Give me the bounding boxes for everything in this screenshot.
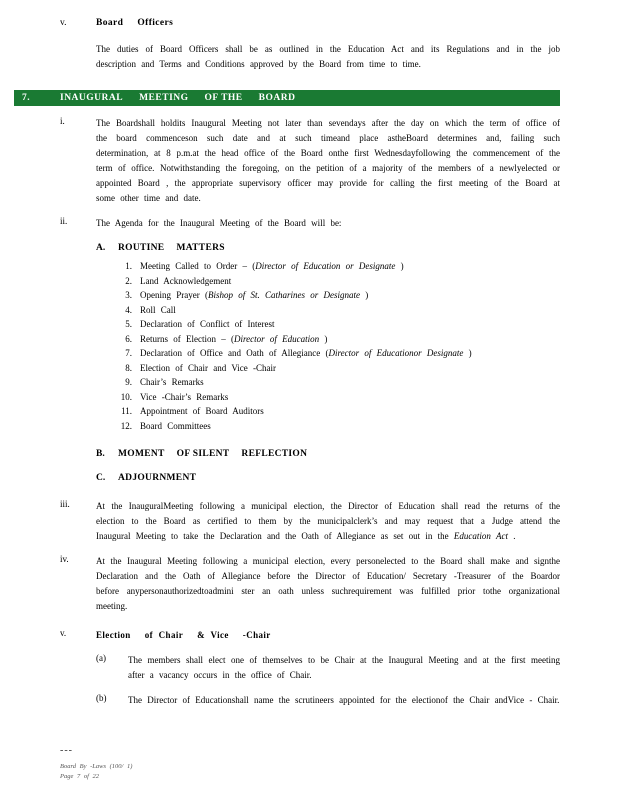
list-item: [118, 404, 560, 419]
item-text: The members shall elect one of themselves to be Chair at the Inaugural Meeting and at the first meeting after a vacancy occurs in the office of Chair.: [128, 655, 560, 680]
section-title-word-3: OF THE: [204, 93, 243, 103]
routine-title-word-1: ROUTINE: [118, 243, 165, 253]
subsection-moment-of-silent-reflection: [96, 449, 560, 459]
subsection-routine-matters: [96, 243, 560, 253]
item-text: The Director of Educationshall name the scrutineers appointed for the electionof the Chair andVice - Chair.: [128, 695, 560, 705]
item-number: 3.: [125, 290, 132, 300]
election-item-a: [96, 653, 560, 683]
list-text: [96, 499, 560, 544]
item-text-italic: Director of Education: [233, 333, 320, 344]
election-heading-word-3: & Vice: [197, 630, 229, 640]
list-item-roman-iii: [60, 499, 560, 544]
item-text-main: Land Acknowledgement: [140, 275, 232, 286]
item-text: [140, 259, 404, 274]
page-footer: [60, 746, 560, 782]
list-item: [118, 274, 560, 289]
routine-matters-list: [118, 259, 560, 433]
item-marker: (b): [96, 693, 107, 703]
list-marker: iv.: [60, 554, 69, 564]
item-marker: (a): [96, 653, 106, 663]
item-text-after: ): [463, 348, 472, 358]
item-number: 9.: [125, 377, 132, 387]
election-marker: v.: [60, 628, 67, 638]
list-item: [118, 288, 560, 303]
section-title-word-2: MEETING: [139, 93, 189, 103]
item-text: [140, 332, 327, 347]
officers-marker: v.: [60, 18, 67, 28]
list-marker: i.: [60, 116, 65, 126]
item-text-main: Returns of Election – (: [140, 333, 234, 344]
footer-document-title: Board By -Laws (100/ 1): [60, 763, 133, 770]
list-marker: ii.: [60, 216, 68, 226]
subsection-title: [118, 473, 208, 483]
subsection-marker: B.: [96, 449, 105, 459]
item-number: 10.: [120, 391, 132, 402]
officers-heading-word-2: Officers: [137, 18, 174, 28]
list-item: [118, 390, 560, 405]
officers-heading-row: [60, 18, 560, 28]
item-number: 2.: [125, 275, 132, 286]
subsection-marker: C.: [96, 473, 106, 483]
list-text-main: At the InauguralMeeting following a municipal election, the Director of Education shall read the returns of the election to the Board as certified to them by the municipalclerk’s and may request that a Judge attend the Inaugural Meeting to take the Declaration and the Oath of Allegiance as set out in the: [96, 501, 560, 541]
election-heading-word-4: -Chair: [242, 630, 271, 640]
page-content: [22, 18, 560, 708]
election-heading: [96, 628, 560, 643]
item-text: [140, 390, 228, 405]
officers-heading-word-1: Board: [96, 18, 124, 28]
item-text-after: ): [319, 333, 328, 344]
item-text-main: Declaration of Conflict of Interest: [140, 319, 275, 329]
subsection-adjournment: [96, 473, 560, 483]
item-text-after: ): [359, 290, 369, 300]
routine-title-word-2: MATTERS: [176, 243, 225, 253]
list-item: [118, 419, 560, 434]
list-item: [118, 317, 560, 332]
officers-paragraph: The duties of Board Officers shall be as outlined in the Education Act and its Regulations and in the job description and Terms and Conditions approved by the Board from time to time.: [96, 44, 560, 69]
list-text-main: At the Inaugural Meeting following a municipal election, every personelected to the Board shall make and signthe Declaration and the Oath of Allegiance before the Director of Education/ Secretary -Treasurer of the Boardor before anypersonauthorizedtoadmini ster an oath unless suchrequirement was fulfilled prior tothe organizational meeting.: [96, 556, 560, 611]
footer-separator: ---: [60, 745, 73, 756]
list-marker: iii.: [60, 499, 70, 509]
list-item: [118, 303, 560, 318]
election-heading-row: [60, 628, 560, 643]
item-text-main: Vice -Chair’s Remarks: [140, 391, 229, 402]
item-text: [140, 419, 211, 434]
silent-title-word-3: REFLECTION: [241, 449, 308, 459]
item-text: [140, 303, 176, 318]
list-item: [118, 375, 560, 390]
section-number: 7.: [22, 93, 31, 103]
item-number: 8.: [125, 362, 132, 373]
item-number: 7.: [125, 348, 132, 358]
item-number: 11.: [121, 406, 132, 416]
item-number: 1.: [125, 261, 132, 271]
adjourn-title-word-1: ADJOURNMENT: [118, 473, 197, 483]
item-number: 4.: [125, 304, 132, 315]
section-title-word-1: INAUGURAL: [60, 93, 124, 103]
list-item: [118, 332, 560, 347]
item-text-main: Meeting Called to Order – (: [140, 261, 256, 271]
item-text: [140, 375, 204, 390]
list-text-after: .: [507, 531, 516, 541]
item-text-italic: Bishop of St. Catharines or Designate: [207, 290, 360, 300]
item-text: [140, 346, 472, 361]
item-text: [140, 274, 231, 289]
list-text-italic: Education Act: [453, 531, 508, 541]
subsection-marker: A.: [96, 243, 106, 253]
item-text-main: Appointment of Board Auditors: [140, 406, 264, 416]
election-heading-word-2: of Chair: [144, 630, 184, 640]
item-text-italic: Director of Education or Designate: [255, 261, 396, 271]
silent-title-word-2: OF SILENT: [176, 449, 230, 459]
item-text: [140, 288, 368, 303]
list-text: [96, 554, 560, 614]
item-text-main: Election of Chair and Vice -Chair: [140, 362, 277, 373]
section-title: [60, 93, 311, 103]
list-text: The Agenda for the Inaugural Meeting of the Board will be:: [96, 218, 342, 228]
section-title-word-4: BOARD: [258, 93, 296, 103]
item-number: 12.: [120, 420, 132, 431]
item-text-main: Declaration of Office and Oath of Allegiance (: [140, 348, 329, 358]
item-text: [140, 317, 274, 332]
item-text-main: Board Committees: [140, 420, 211, 431]
list-item-roman-i: [60, 116, 560, 206]
item-text: [140, 404, 264, 419]
list-item: [118, 259, 560, 274]
list-item: [118, 361, 560, 376]
item-text: [140, 361, 276, 376]
election-heading-word-1: Election: [96, 630, 131, 640]
list-text: The Boardshall holdits Inaugural Meeting not later than sevendays after the day on which the term of office of the board commenceson such date and at such timeand place astheBoard determines and, failing such determination, at 8 p.m.at the head office of the Board onthe first Wednesdayfollowing the commencement of the term of office. Notwithstanding the foregoing, on the petition of a majority of the members of a newlyelected or appointed Board , the appropriate supervisory officer may provide for calling the first meeting of the Board at some other time and date.: [96, 118, 560, 203]
election-item-b: [96, 693, 560, 708]
silent-title-word-1: MOMENT: [118, 449, 165, 459]
officers-heading: [96, 18, 560, 28]
list-item: [118, 346, 560, 361]
item-number: 5.: [125, 319, 132, 329]
footer-page-number: Page 7 of 22: [60, 773, 100, 780]
item-text-main: Roll Call: [140, 304, 176, 315]
item-text-after: ): [395, 261, 404, 271]
item-number: 6.: [125, 333, 132, 344]
subsection-title: [118, 243, 237, 253]
list-item-roman-iv: [60, 554, 560, 614]
item-text-main: Opening Prayer (: [140, 290, 208, 300]
item-text-main: Chair’s Remarks: [140, 377, 204, 387]
subsection-title: [118, 449, 319, 459]
list-item-roman-ii: [60, 216, 560, 231]
item-text-italic: Director of Educationor Designate: [328, 348, 464, 358]
section-bar-inaugural-meeting: [14, 90, 560, 106]
